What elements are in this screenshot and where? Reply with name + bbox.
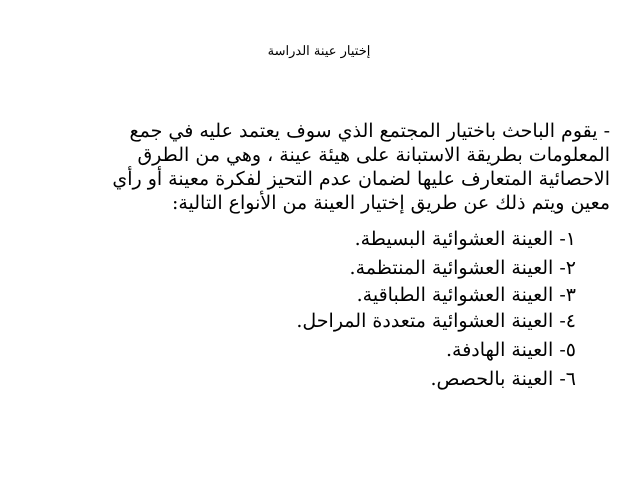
list-item: ٣- العينة العشوائية الطباقية. (356, 284, 576, 306)
paragraph-line: - يقوم الباحث باختيار المجتمع الذي سوف يعتمد عليه في جمع (129, 120, 610, 142)
list-item: ٤- العينة العشوائية متعددة المراحل. (296, 310, 576, 332)
list-item: ٦- العينة بالحصص. (430, 368, 576, 390)
paragraph-line: المعلومات بطريقة الاستبانة على هيئة عينة ، وهي من الطرق (137, 144, 610, 166)
intro-paragraph (20, 119, 610, 215)
list-item: ١- العينة العشوائية البسيطة. (354, 228, 576, 250)
paragraph-line: الاحصائية المتعارف عليها لضمان عدم التحيز لفكرة معينة أو رأي (112, 168, 610, 190)
list-item: ٥- العينة الهادفة. (446, 339, 576, 361)
list-item: ٢- العينة العشوائية المنتظمة. (349, 257, 576, 279)
slide-title: إختيار عينة الدراسة (267, 44, 371, 59)
paragraph-line: معين ويتم ذلك عن طريق إختيار العينة من الأنواع التالية: (171, 192, 610, 214)
sample-types-list (176, 225, 576, 394)
